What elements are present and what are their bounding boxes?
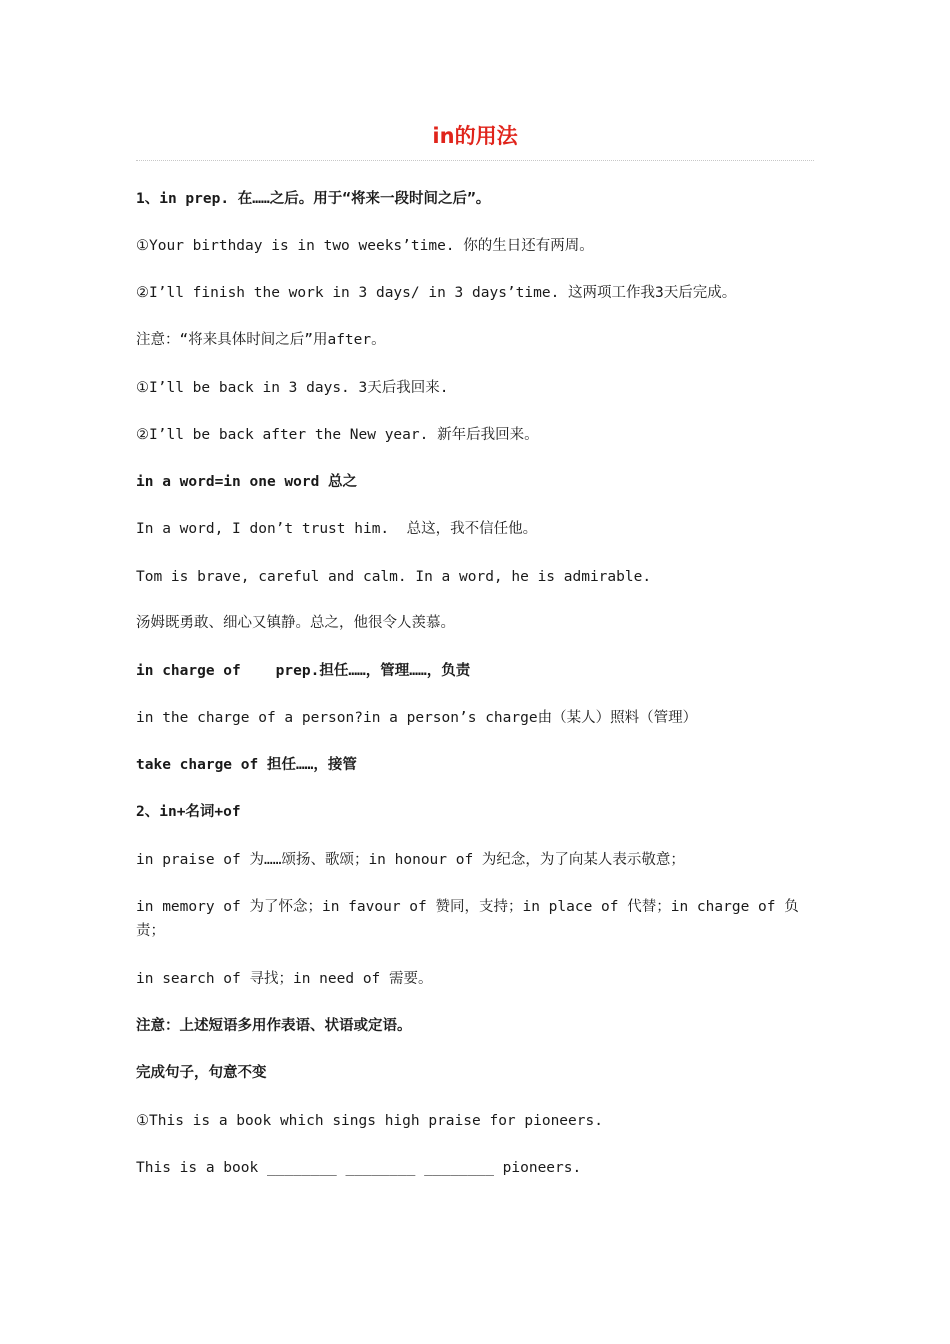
example-line: ②I’ll be back after the New year. 新年后我回来。 [136, 427, 539, 443]
translation-line: 汤姆既勇敢、细心又镇静。总之，他很令人羡慕。 [136, 615, 455, 631]
example-line: ①Your birthday is in two weeks’time. 你的生日还有两周。 [136, 238, 594, 254]
exercise-heading: 完成句子，句意不变 [136, 1065, 267, 1081]
example-line: in the charge of a person?in a person’s charge由（某人）照料（管理） [136, 710, 698, 726]
phrase-heading: take charge of 担任……，接管 [136, 757, 357, 773]
example-line: In a word, I don’t trust him. 总这，我不信任他。 [136, 521, 538, 537]
section-heading-2: 2、in+名词+of [136, 804, 241, 820]
page-title: in的用法 [432, 124, 518, 148]
phrase-heading: in charge of prep.担任……，管理……，负责 [136, 663, 471, 679]
example-line: Tom is brave, careful and calm. In a word, he is admirable. [136, 569, 652, 585]
title-divider [136, 160, 814, 161]
note-line: 注意：“将来具体时间之后”用after。 [136, 332, 386, 348]
phrase-list-line: in memory of 为了怀念；in favour of 赞同，支持；in place of 代替；in charge of 负责； [136, 899, 799, 939]
example-line: ②I’ll finish the work in 3 days/ in 3 days’time. 这两项工作我3天后完成。 [136, 285, 737, 301]
exercise-sentence: ①This is a book which sings high praise for pioneers. [136, 1113, 603, 1129]
phrase-list-line: in search of 寻找；in need of 需要。 [136, 971, 433, 987]
phrase-list-line: in praise of 为……颂扬、歌颂；in honour of 为纪念，为了向某人表示敬意； [136, 852, 685, 868]
example-line: ①I’ll be back in 3 days. 3天后我回来. [136, 380, 449, 396]
phrase-heading: in a word=in one word 总之 [136, 474, 358, 490]
exercise-blank-sentence: This is a book ________ ________ ________ pioneers. [136, 1160, 582, 1176]
note-heading: 注意：上述短语多用作表语、状语或定语。 [136, 1018, 412, 1034]
section-heading-1: 1、in prep. 在……之后。用于“将来一段时间之后”。 [136, 191, 491, 207]
